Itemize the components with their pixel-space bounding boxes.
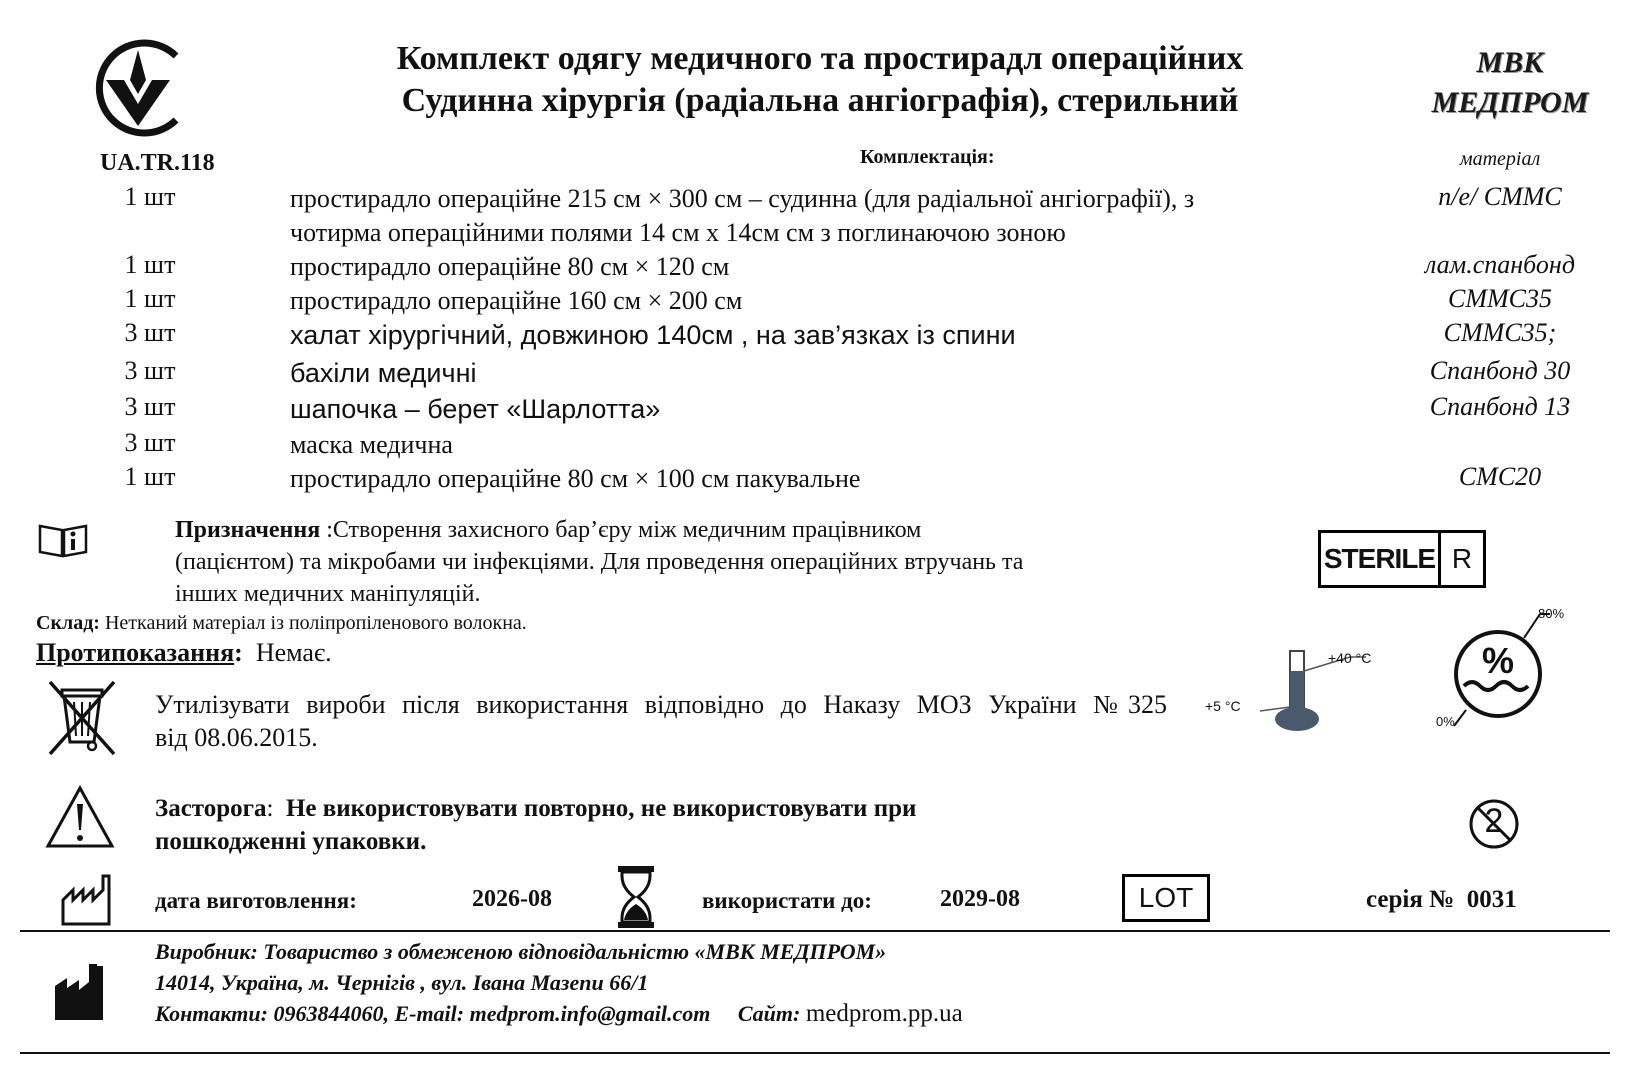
item-material: п/е/ СММС (1438, 182, 1562, 211)
disposal-text: Утилізувати вироби після використання відповідно до Наказу МОЗ України №325 (155, 690, 1167, 719)
item-material: лам.спанбонд (1425, 250, 1575, 279)
item-desc: простирадло операційне 80 см × 120 см (290, 252, 730, 281)
site-link[interactable]: medprom.pp.ua (805, 1000, 963, 1027)
exp-value: 2029-08 (940, 886, 1020, 912)
disposal-text: від 08.06.2015. (155, 723, 318, 752)
caution-text: Не використовувати повторно, не використовувати при (285, 795, 917, 822)
page-subtitle: Судинна хірургія (радіальна ангіографія), стерильний (401, 82, 1239, 119)
divider (20, 1052, 1610, 1054)
page-title: Комплект одягу медичного та простирадл операційних (396, 40, 1244, 77)
humidity-symbol: % (1482, 640, 1515, 681)
purpose-text: :Створення захисного бар’єру між медичним працівником (320, 517, 922, 543)
exp-label: використати до: (702, 888, 872, 913)
contraindications-value: Немає. (255, 638, 332, 667)
material-header: матеріал (1459, 148, 1541, 170)
divider (20, 930, 1610, 932)
site-label: Сайт: (737, 1001, 801, 1026)
item-qty: 3 шт (124, 356, 176, 385)
item-qty: 3 шт (124, 392, 176, 421)
manufacturer-contacts: Контакти: 0963844060, E-mail: medprom.info@gmail.com (155, 1001, 711, 1026)
item-desc: простирадло операційне 215 см × 300 см – судинна (для радіальної ангіографії), з (290, 184, 1195, 213)
consult-instructions-icon (38, 522, 88, 563)
temp-max: +40 °C (1328, 650, 1372, 666)
item-qty: 1 шт (124, 462, 176, 491)
composition-label: Склад: (36, 612, 100, 634)
manufacturer-icon (55, 964, 105, 1025)
date-of-manufacture-icon (60, 872, 112, 933)
item-qty: 1 шт (124, 250, 176, 279)
purpose-label: Призначення (175, 517, 321, 543)
crossed-bin-icon (44, 678, 120, 763)
purpose-text: (пацієнтом) та мікробами чи інфекціями. Для проведення операційних втручань та (175, 549, 1024, 575)
cert-code: UA.TR.118 (100, 150, 215, 176)
item-desc: простирадло операційне 80 см × 100 см пакувальне (290, 464, 861, 493)
item-desc: шапочка – берет «Шарлотта» (290, 394, 661, 424)
caution-label: Засторога (155, 795, 267, 822)
item-qty: 1 шт (124, 284, 176, 313)
item-material: СММС35; (1443, 318, 1557, 347)
brand-line1: МВК (1476, 46, 1544, 79)
lot-symbol: LOT (1122, 874, 1210, 922)
use-by-icon (618, 866, 654, 933)
item-qty: 1 шт (124, 182, 176, 211)
sterile-label: STERILE (1321, 533, 1441, 585)
item-qty: 3 шт (124, 318, 176, 347)
purpose-text: інших медичних маніпуляцій. (175, 581, 481, 607)
do-not-reuse-icon (1468, 798, 1520, 850)
kit-header: Комплектація: (860, 146, 995, 168)
contraindications-label: Протипоказання (36, 638, 235, 667)
sterile-method: R (1451, 543, 1473, 574)
caution-text: пошкодженні упаковки. (155, 828, 427, 855)
composition-value: Нетканий матеріал із поліпропіленового волокна. (99, 612, 527, 634)
temp-min: +5 °C (1205, 698, 1241, 714)
series-label: серія № (1366, 886, 1455, 913)
item-material: СММС35 (1448, 284, 1552, 313)
mfg-value: 2026-08 (472, 886, 552, 912)
item-desc: маска медична (290, 430, 453, 459)
no-reuse-digit: 2 (1484, 802, 1504, 840)
item-desc: халат хірургічний, довжиною 140см , на зав’язках із спини (290, 320, 1016, 350)
series-value: 0031 (1466, 886, 1517, 913)
humidity-max: 80% (1538, 606, 1565, 621)
item-qty: 3 шт (124, 428, 176, 457)
item-desc: простирадло операційне 160 см × 200 см (290, 286, 743, 315)
manufacturer-address: 14014, Україна, м. Чернігів , вул. Івана Мазепи 66/1 (155, 970, 649, 995)
item-desc-cont: чотирма операційними полями 14 см х 14см см з поглинаючою зоною (290, 218, 1066, 247)
sterile-symbol (1318, 530, 1486, 588)
item-desc: бахіли медичні (290, 358, 477, 388)
item-material: Спанбонд 13 (1429, 392, 1571, 421)
item-material: Спанбонд 30 (1429, 356, 1571, 385)
mfg-label: дата виготовлення: (155, 888, 357, 913)
item-material: СМС20 (1458, 462, 1542, 491)
humidity-min: 0% (1436, 714, 1455, 729)
brand-line2: МЕДПРОМ (1431, 86, 1589, 119)
ua-tr-conformity-icon (88, 38, 188, 143)
manufacturer-name: Виробник: Товариство з обмеженою відповідальністю «МВК МЕДПРОМ» (155, 939, 887, 964)
warning-triangle-icon (44, 784, 116, 855)
